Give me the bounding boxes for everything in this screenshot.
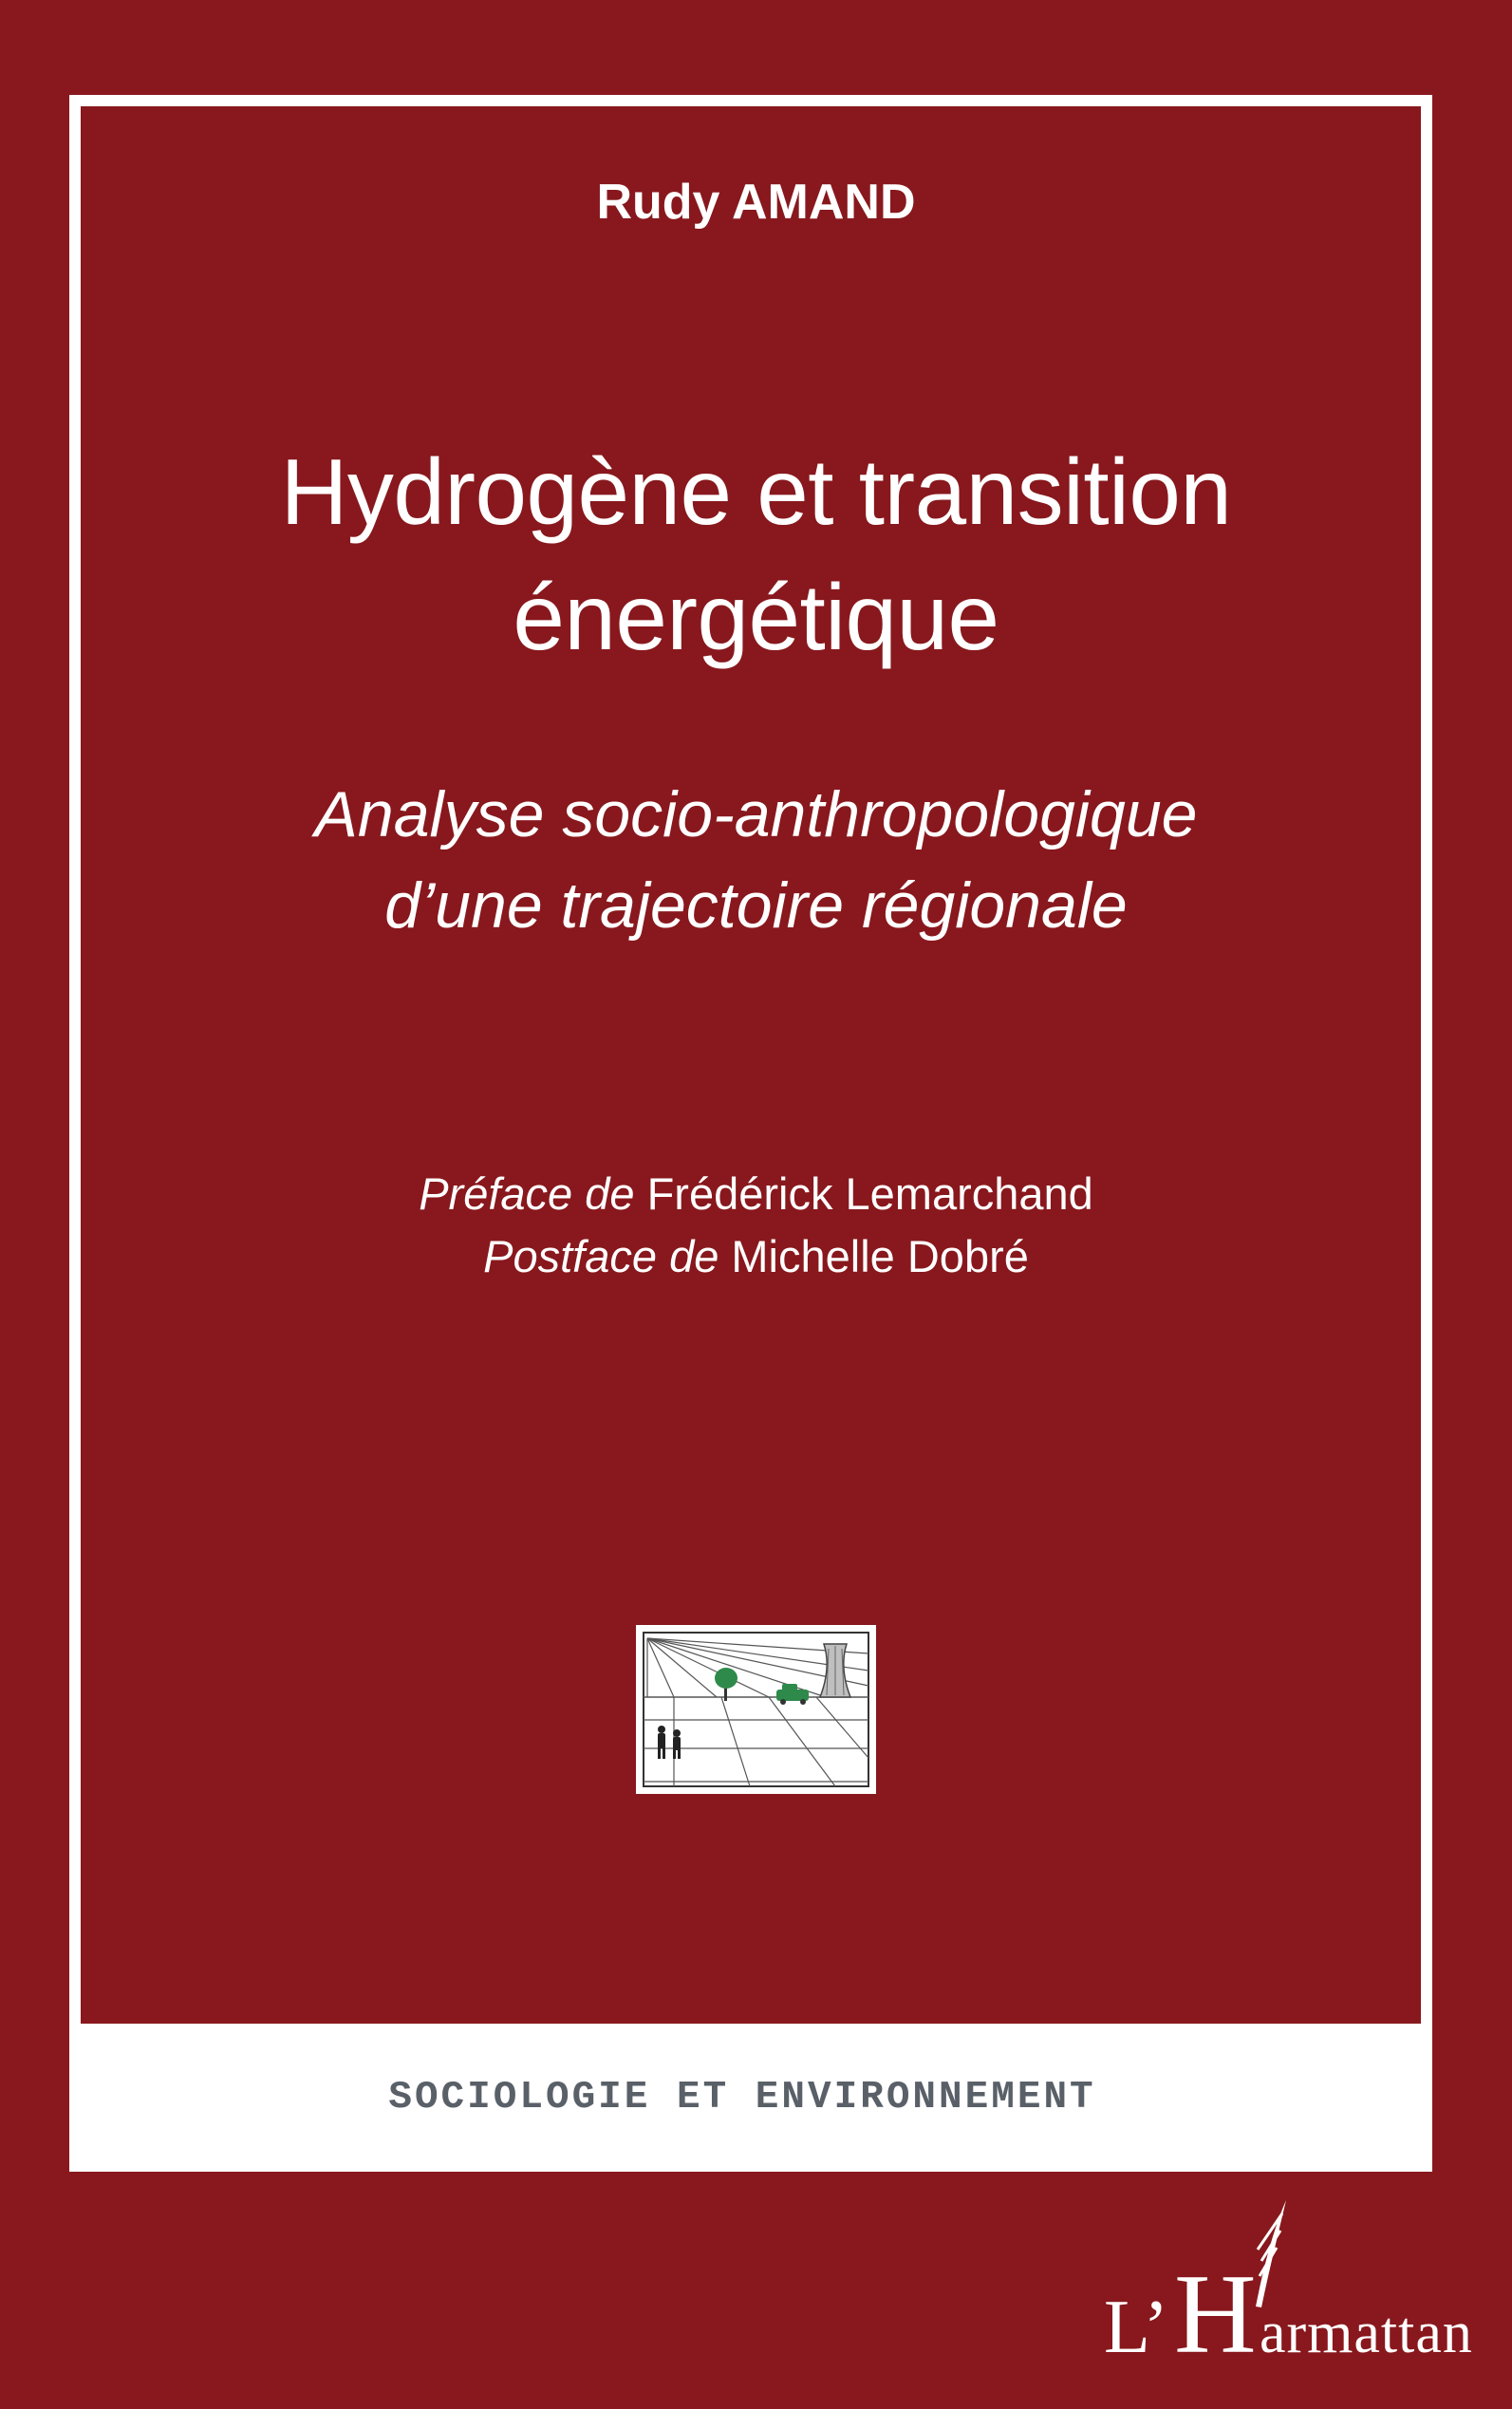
- series-label: SOCIOLOGIE ET ENVIRONNEMENT: [388, 2076, 1096, 2120]
- book-subtitle: [0, 769, 1512, 951]
- series-logo: [636, 1625, 876, 1794]
- preface-role: Préface de: [419, 1168, 635, 1219]
- title-line-2: énergétique: [513, 565, 999, 669]
- postface-role: Postface de: [483, 1231, 719, 1281]
- contributors: [0, 1163, 1512, 1288]
- publisher-initial: H: [1174, 2250, 1257, 2377]
- cover-frame: [69, 95, 1432, 2172]
- publisher-prefix: L’: [1104, 2286, 1169, 2369]
- preface-line: [0, 1163, 1512, 1225]
- subtitle-line-2: d’une trajectoire régionale: [384, 869, 1128, 942]
- title-line-1: Hydrogène et transition: [280, 439, 1232, 544]
- postface-name: Michelle Dobré: [731, 1231, 1029, 1281]
- publisher-logo: [1096, 2193, 1473, 2377]
- postface-line: [0, 1225, 1512, 1288]
- author-name: Rudy AMAND: [596, 175, 916, 230]
- perspective-grid-landscape-icon: [636, 1625, 876, 1794]
- publisher-rest: armattan: [1260, 2301, 1473, 2365]
- quill-pen-icon: [1096, 2193, 1473, 2377]
- book-title: [0, 429, 1512, 680]
- subtitle-line-1: Analyse socio-anthropologique: [314, 778, 1198, 850]
- preface-name: Frédérick Lemarchand: [646, 1168, 1093, 1219]
- series-band: [69, 2024, 1432, 2172]
